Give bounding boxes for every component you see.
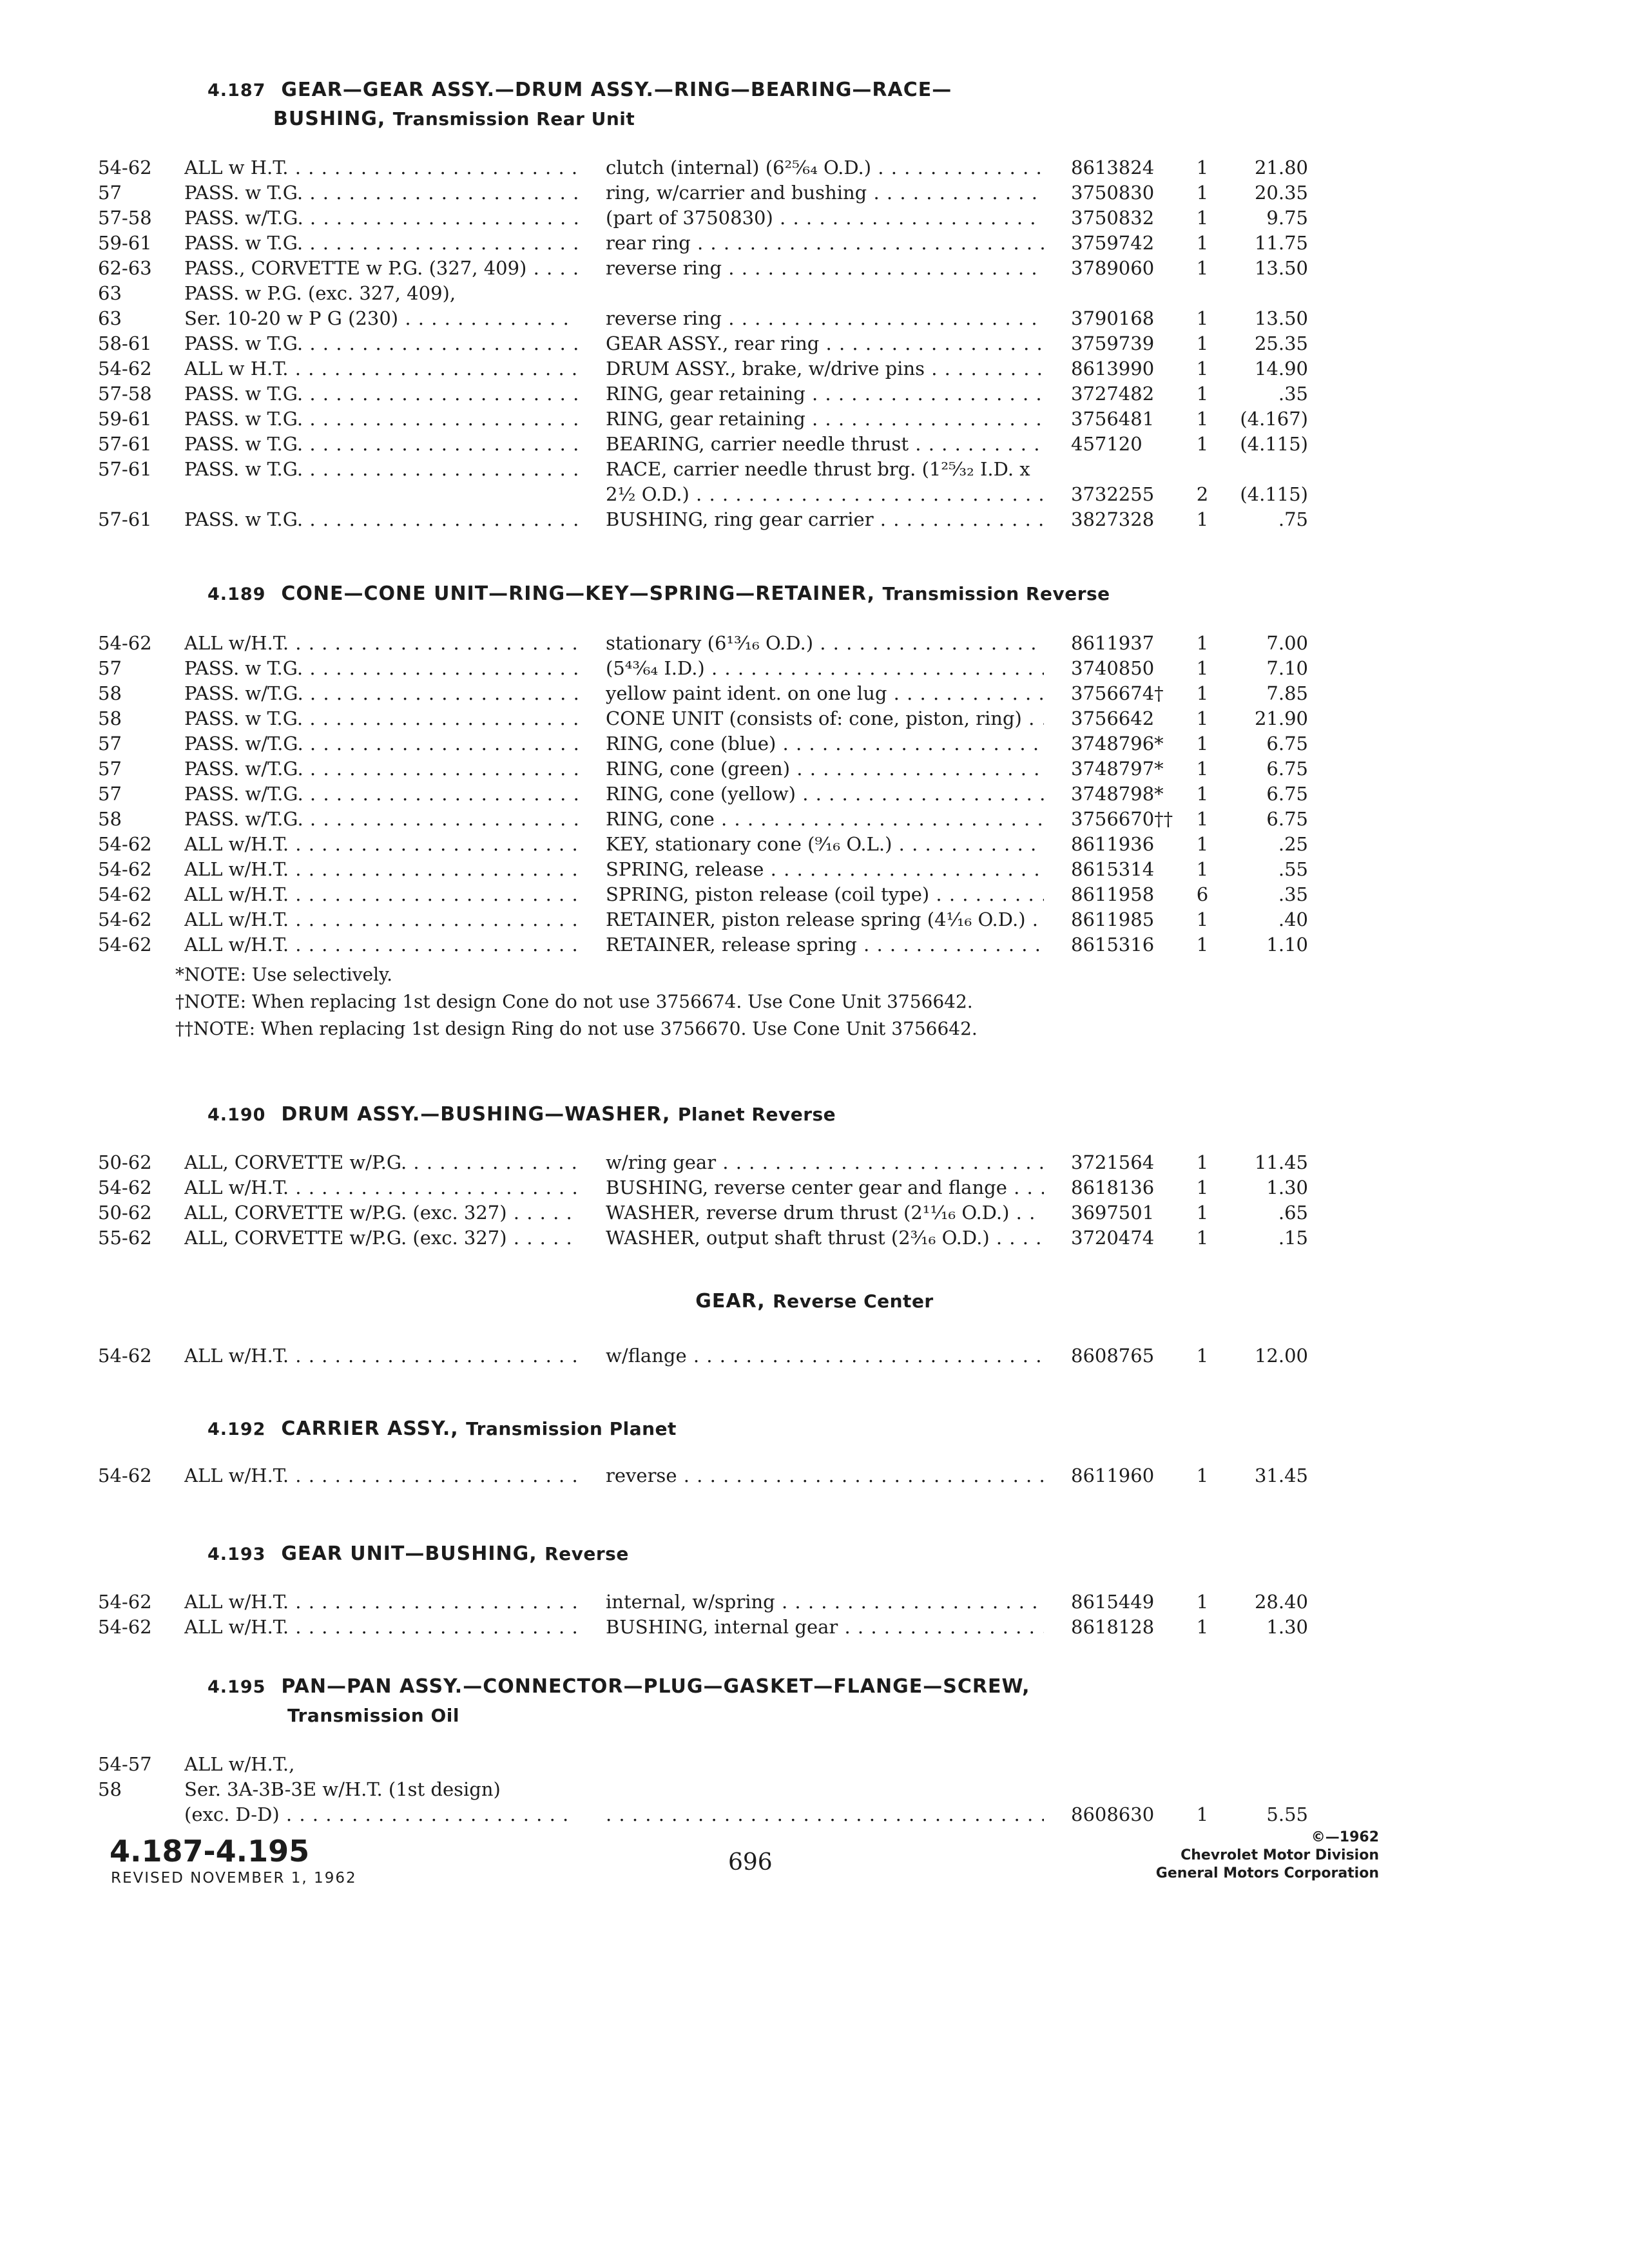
quantity: 1 xyxy=(1196,383,1209,405)
model-years: 57 xyxy=(98,783,122,805)
quantity: 1 xyxy=(1196,808,1209,830)
page-number: 696 xyxy=(728,1849,773,1876)
model-years: 54-57 xyxy=(98,1753,152,1775)
section-title: GEAR—GEAR ASSY.—DRUM ASSY.—RING—BEARING—RACE— xyxy=(281,79,952,101)
model-years: 58 xyxy=(98,682,122,704)
price: .15 xyxy=(1278,1227,1308,1249)
model-years: 57-58 xyxy=(98,207,152,229)
model-years: 50-62 xyxy=(98,1202,152,1224)
part-row xyxy=(0,331,1629,356)
quantity: 2 xyxy=(1196,483,1209,505)
part-row xyxy=(0,756,1629,782)
part-description: KEY, stationary cone (⁹⁄₁₆ O.L.) . . . xyxy=(606,831,1044,857)
section-header xyxy=(207,1540,629,1569)
part-row xyxy=(0,1200,1629,1225)
part-number: 8618128 xyxy=(1071,1616,1155,1638)
part-row xyxy=(0,630,1629,656)
part-row xyxy=(0,506,1629,532)
quantity: 1 xyxy=(1196,1465,1209,1486)
section-subtitle: Reverse xyxy=(545,1543,629,1564)
model-years: 57-61 xyxy=(98,433,152,455)
quantity: 1 xyxy=(1196,1202,1209,1224)
model-years: 50-62 xyxy=(98,1151,152,1173)
section-title: PAN—PAN ASSY.—CONNECTOR—PLUG—GASKET—FLANGE—SCREW, xyxy=(281,1675,1030,1698)
part-description: ring, w/carrier and bushing . . . xyxy=(606,180,1044,206)
quantity: 1 xyxy=(1196,257,1209,279)
part-description: RING, gear retaining . . . xyxy=(606,381,1044,407)
application: ALL w/H.T. . . . xyxy=(184,831,577,857)
quantity: 1 xyxy=(1196,1345,1209,1367)
part-number: 3759742 xyxy=(1071,232,1155,254)
price: 6.75 xyxy=(1266,733,1308,754)
part-number: 3827328 xyxy=(1071,508,1155,530)
footer-section-range: 4.187-4.195 xyxy=(110,1834,310,1869)
quantity: 1 xyxy=(1196,1803,1209,1825)
model-years: 54-62 xyxy=(98,1465,152,1486)
part-description: 2¹⁄₂ O.D.) . . . xyxy=(606,481,1044,507)
part-description: GEAR ASSY., rear ring . . . xyxy=(606,331,1044,356)
part-number: 3720474 xyxy=(1071,1227,1155,1249)
part-row xyxy=(0,1751,1629,1777)
price: 7.85 xyxy=(1266,682,1308,704)
part-description: BUSHING, internal gear . . . xyxy=(606,1614,1044,1640)
quantity: 1 xyxy=(1196,783,1209,805)
part-row xyxy=(0,680,1629,706)
application: Ser. 3A-3B-3E w/H.T. (1st design) xyxy=(184,1778,501,1800)
part-number: 3790168 xyxy=(1071,307,1155,329)
part-row xyxy=(0,731,1629,756)
section-header xyxy=(0,1287,1629,1316)
section-title: DRUM ASSY.—BUSHING—WASHER, xyxy=(281,1103,671,1126)
part-description: BUSHING, reverse center gear and flange . . . xyxy=(606,1175,1044,1200)
part-number: 3740850 xyxy=(1071,657,1155,679)
part-description: reverse . . . xyxy=(606,1463,1044,1488)
price: 31.45 xyxy=(1254,1465,1308,1486)
section-title: GEAR, xyxy=(695,1290,766,1312)
application: PASS., CORVETTE w P.G. (327, 409) . . . xyxy=(184,255,577,281)
footer-publisher xyxy=(1156,1829,1379,1883)
part-number: 8611936 xyxy=(1071,833,1155,855)
part-number: 8618136 xyxy=(1071,1177,1155,1198)
price: 11.45 xyxy=(1254,1151,1308,1173)
part-description: (part of 3750830) . . . xyxy=(606,205,1044,231)
part-description: w/ring gear . . . xyxy=(606,1149,1044,1175)
application: PASS. w T.G. . . . xyxy=(184,180,577,206)
quantity: 1 xyxy=(1196,1151,1209,1173)
part-row xyxy=(0,1463,1629,1488)
quantity: 6 xyxy=(1196,883,1209,905)
part-row xyxy=(0,481,1629,507)
application: PASS. w T.G. . . . xyxy=(184,381,577,407)
part-description: (5⁴³⁄₆₄ I.D.) . . . xyxy=(606,655,1044,681)
application: ALL w/H.T. . . . xyxy=(184,1614,577,1640)
part-number: 8615314 xyxy=(1071,858,1155,880)
quantity: 1 xyxy=(1196,182,1209,204)
model-years: 57 xyxy=(98,758,122,780)
part-row xyxy=(0,655,1629,681)
part-number: 3748798* xyxy=(1071,783,1164,805)
section-number: 4.192 xyxy=(207,1419,266,1439)
part-description: reverse ring . . . xyxy=(606,305,1044,331)
part-number: 3750830 xyxy=(1071,182,1155,204)
price: 11.75 xyxy=(1254,232,1308,254)
part-description: BUSHING, ring gear carrier . . . xyxy=(606,506,1044,532)
section-header xyxy=(207,1100,836,1129)
model-years: 62-63 xyxy=(98,257,152,279)
section-number: 4.189 xyxy=(207,584,266,604)
section-header xyxy=(207,580,1110,609)
part-description: RETAINER, piston release spring (4¹⁄₁₆ O.D.) . . . xyxy=(606,907,1044,932)
part-number: 8611985 xyxy=(1071,908,1155,930)
application: PASS. w P.G. (exc. 327, 409), xyxy=(184,282,456,304)
model-years: 54-62 xyxy=(98,908,152,930)
quantity: 1 xyxy=(1196,307,1209,329)
model-years: 63 xyxy=(98,282,122,304)
section-note: *NOTE: Use selectively. xyxy=(175,964,393,985)
quantity: 1 xyxy=(1196,508,1209,530)
price: 7.00 xyxy=(1266,632,1308,654)
section-note: †NOTE: When replacing 1st design Cone do not use 3756674. Use Cone Unit 3756642. xyxy=(175,991,973,1012)
section-title-cont: BUSHING, xyxy=(273,108,386,130)
section-subtitle: Transmission Reverse xyxy=(882,583,1110,604)
section-subtitle: Transmission Oil xyxy=(287,1705,459,1726)
quantity: 1 xyxy=(1196,707,1209,729)
quantity: 1 xyxy=(1196,1591,1209,1613)
part-number: 3748797* xyxy=(1071,758,1164,780)
part-number: 457120 xyxy=(1071,433,1142,455)
model-years: 63 xyxy=(98,307,122,329)
part-description xyxy=(606,1802,1044,1827)
application: ALL w/H.T. . . . xyxy=(184,932,577,957)
part-description: stationary (6¹³⁄₁₆ O.D.) . . . xyxy=(606,630,1044,656)
quantity: 1 xyxy=(1196,1177,1209,1198)
quantity: 1 xyxy=(1196,408,1209,430)
model-years: 54-62 xyxy=(98,934,152,956)
application: ALL w H.T. . . . xyxy=(184,356,577,381)
application: PASS. w/T.G. . . . xyxy=(184,781,577,807)
part-row xyxy=(0,881,1629,907)
application: ALL, CORVETTE w/P.G. . . . xyxy=(184,1149,577,1175)
section-header xyxy=(207,1673,1030,1730)
application: ALL w/H.T. . . . xyxy=(184,1343,577,1369)
application: PASS. w T.G. . . . xyxy=(184,230,577,256)
section-title: CARRIER ASSY., xyxy=(281,1418,459,1440)
application: PASS. w T.G. . . . xyxy=(184,431,577,457)
part-row xyxy=(0,456,1629,482)
price: .65 xyxy=(1278,1202,1308,1224)
price: (4.167) xyxy=(1240,408,1308,430)
model-years: 57-61 xyxy=(98,458,152,480)
price: 13.50 xyxy=(1254,307,1308,329)
part-row xyxy=(0,406,1629,432)
model-years: 54-62 xyxy=(98,1591,152,1613)
section-subtitle: Planet Reverse xyxy=(677,1104,836,1125)
section-header xyxy=(207,76,952,133)
part-number: 3697501 xyxy=(1071,1202,1155,1224)
part-number: 3756642 xyxy=(1071,707,1155,729)
price: .40 xyxy=(1278,908,1308,930)
quantity: 1 xyxy=(1196,358,1209,380)
part-row xyxy=(0,781,1629,807)
application: PASS. w/T.G. . . . xyxy=(184,205,577,231)
model-years: 54-62 xyxy=(98,632,152,654)
part-number: 8611937 xyxy=(1071,632,1155,654)
part-row xyxy=(0,305,1629,331)
footer-revised-date: REVISED NOVEMBER 1, 1962 xyxy=(111,1870,357,1887)
part-description: w/flange . . . xyxy=(606,1343,1044,1369)
part-row xyxy=(0,1149,1629,1175)
application: PASS. w T.G. . . . xyxy=(184,506,577,532)
quantity: 1 xyxy=(1196,332,1209,354)
section-note: ††NOTE: When replacing 1st design Ring do not use 3756670. Use Cone Unit 3756642. xyxy=(175,1018,978,1039)
model-years: 58-61 xyxy=(98,332,152,354)
part-number: 8611958 xyxy=(1071,883,1155,905)
application: PASS. w T.G. . . . xyxy=(184,655,577,681)
quantity: 1 xyxy=(1196,934,1209,956)
part-row xyxy=(0,1776,1629,1802)
part-number: 8608765 xyxy=(1071,1345,1155,1367)
part-row xyxy=(0,1175,1629,1200)
application: PASS. w T.G. . . . xyxy=(184,706,577,731)
model-years: 57 xyxy=(98,733,122,754)
price: 21.80 xyxy=(1254,157,1308,178)
price: 6.75 xyxy=(1266,758,1308,780)
application: Ser. 10-20 w P G (230) . . . xyxy=(184,305,577,331)
part-number: 3732255 xyxy=(1071,483,1155,505)
part-number: 3756674† xyxy=(1071,682,1164,704)
part-description: SPRING, release . . . xyxy=(606,856,1044,882)
part-number: 3748796* xyxy=(1071,733,1164,754)
part-number: 3759739 xyxy=(1071,332,1155,354)
price: 1.30 xyxy=(1266,1616,1308,1638)
part-row xyxy=(0,1802,1629,1827)
model-years: 57-58 xyxy=(98,383,152,405)
section-number: 4.195 xyxy=(207,1677,266,1697)
part-description: clutch (internal) (6²⁵⁄₆₄ O.D.) . . . xyxy=(606,155,1044,180)
price: 20.35 xyxy=(1254,182,1308,204)
price: 14.90 xyxy=(1254,358,1308,380)
part-description: RING, gear retaining . . . xyxy=(606,406,1044,432)
application: PASS. w T.G. . . . xyxy=(184,406,577,432)
quantity: 1 xyxy=(1196,733,1209,754)
part-row xyxy=(0,230,1629,256)
model-years: 54-62 xyxy=(98,358,152,380)
part-row xyxy=(0,831,1629,857)
price: 5.55 xyxy=(1266,1803,1308,1825)
quantity: 1 xyxy=(1196,232,1209,254)
part-description: rear ring . . . xyxy=(606,230,1044,256)
application: ALL w/H.T. . . . xyxy=(184,1463,577,1488)
division-line: Chevrolet Motor Division xyxy=(1181,1847,1379,1863)
section-title: CONE—CONE UNIT—RING—KEY—SPRING—RETAINER, xyxy=(281,582,875,605)
part-row xyxy=(0,255,1629,281)
price: .35 xyxy=(1278,883,1308,905)
part-description: SPRING, piston release (coil type) . . . xyxy=(606,881,1044,907)
price: 7.10 xyxy=(1266,657,1308,679)
application: PASS. w/T.G. . . . xyxy=(184,756,577,782)
price: .75 xyxy=(1278,508,1308,530)
section-number: 4.193 xyxy=(207,1544,266,1564)
section-subtitle: Reverse Center xyxy=(773,1291,934,1312)
part-number: 8615449 xyxy=(1071,1591,1155,1613)
section-number: 4.187 xyxy=(207,81,266,101)
price: .35 xyxy=(1278,383,1308,405)
part-description: BEARING, carrier needle thrust . . . xyxy=(606,431,1044,457)
model-years: 54-62 xyxy=(98,1177,152,1198)
application: ALL w/H.T. . . . xyxy=(184,630,577,656)
model-years: 57-61 xyxy=(98,508,152,530)
quantity: 1 xyxy=(1196,858,1209,880)
part-row xyxy=(0,356,1629,381)
section-header xyxy=(207,1415,677,1444)
price: 1.10 xyxy=(1266,934,1308,956)
quantity: 1 xyxy=(1196,1227,1209,1249)
price: 6.75 xyxy=(1266,783,1308,805)
part-description: RING, cone (yellow) . . . xyxy=(606,781,1044,807)
part-row xyxy=(0,1343,1629,1369)
application: PASS. w T.G. . . . xyxy=(184,331,577,356)
model-years: 55-62 xyxy=(98,1227,152,1249)
application: PASS. w/T.G. . . . xyxy=(184,731,577,756)
application: PASS. w/T.G. . . . xyxy=(184,806,577,832)
price: (4.115) xyxy=(1240,483,1308,505)
part-number: 8611960 xyxy=(1071,1465,1155,1486)
part-description: DRUM ASSY., brake, w/drive pins . . . xyxy=(606,356,1044,381)
model-years: 54-62 xyxy=(98,883,152,905)
application: ALL w/H.T. . . . xyxy=(184,907,577,932)
model-years: 54-62 xyxy=(98,157,152,178)
part-description: RING, cone . . . xyxy=(606,806,1044,832)
quantity: 1 xyxy=(1196,433,1209,455)
part-row xyxy=(0,280,1629,306)
part-number: 8615316 xyxy=(1071,934,1155,956)
model-years: 57 xyxy=(98,182,122,204)
copyright-line: ©—1962 xyxy=(1311,1829,1379,1845)
price: .55 xyxy=(1278,858,1308,880)
model-years: 54-62 xyxy=(98,858,152,880)
price: 9.75 xyxy=(1266,207,1308,229)
quantity: 1 xyxy=(1196,908,1209,930)
part-description: reverse ring . . . xyxy=(606,255,1044,281)
quantity: 1 xyxy=(1196,632,1209,654)
part-row xyxy=(0,1589,1629,1615)
part-description: RETAINER, release spring . . . xyxy=(606,932,1044,957)
section-title: GEAR UNIT—BUSHING, xyxy=(281,1542,537,1565)
part-row xyxy=(0,1614,1629,1640)
section-subtitle: Transmission Planet xyxy=(466,1418,677,1439)
application: ALL w/H.T. . . . xyxy=(184,881,577,907)
part-number: 3756481 xyxy=(1071,408,1155,430)
section-title-line2 xyxy=(287,1702,1030,1730)
part-description: RING, cone (blue) . . . xyxy=(606,731,1044,756)
application: PASS. w T.G. . . . xyxy=(184,456,577,482)
application: ALL, CORVETTE w/P.G. (exc. 327) . . . xyxy=(184,1225,577,1251)
part-number: 3727482 xyxy=(1071,383,1155,405)
part-row xyxy=(0,932,1629,957)
part-row xyxy=(0,907,1629,932)
quantity: 1 xyxy=(1196,1616,1209,1638)
part-row xyxy=(0,180,1629,206)
part-number: 8613990 xyxy=(1071,358,1155,380)
part-description: internal, w/spring . . . xyxy=(606,1589,1044,1615)
model-years: 54-62 xyxy=(98,1345,152,1367)
corporation-line: General Motors Corporation xyxy=(1155,1865,1379,1881)
quantity: 1 xyxy=(1196,657,1209,679)
quantity: 1 xyxy=(1196,833,1209,855)
quantity: 1 xyxy=(1196,157,1209,178)
section-number: 4.190 xyxy=(207,1105,266,1125)
application: PASS. w/T.G. . . . xyxy=(184,680,577,706)
part-description: RACE, carrier needle thrust brg. (1²⁵⁄₃₂ I.D. x xyxy=(606,458,1030,480)
price: 13.50 xyxy=(1254,257,1308,279)
model-years: 58 xyxy=(98,1778,122,1800)
part-row xyxy=(0,205,1629,231)
part-number: 3789060 xyxy=(1071,257,1155,279)
price: (4.115) xyxy=(1240,433,1308,455)
part-number: 3721564 xyxy=(1071,1151,1155,1173)
price: 21.90 xyxy=(1254,707,1308,729)
application: ALL w/H.T. . . . xyxy=(184,1589,577,1615)
quantity: 1 xyxy=(1196,758,1209,780)
part-description: WASHER, output shaft thrust (2³⁄₁₆ O.D.) . . . xyxy=(606,1225,1044,1251)
part-row xyxy=(0,706,1629,731)
part-row xyxy=(0,431,1629,457)
quantity: 1 xyxy=(1196,682,1209,704)
application: ALL w/H.T. . . . xyxy=(184,856,577,882)
application: ALL w H.T. . . . xyxy=(184,155,577,180)
model-years: 58 xyxy=(98,808,122,830)
price: 1.30 xyxy=(1266,1177,1308,1198)
section-title-line2 xyxy=(273,105,952,133)
part-description: CONE UNIT (consists of: cone, piston, ring) . . . xyxy=(606,706,1044,731)
price: 6.75 xyxy=(1266,808,1308,830)
quantity: 1 xyxy=(1196,207,1209,229)
price: 25.35 xyxy=(1254,332,1308,354)
part-number: 3756670†† xyxy=(1071,808,1173,830)
part-description: RING, cone (green) . . . xyxy=(606,756,1044,782)
part-row xyxy=(0,381,1629,407)
price: 12.00 xyxy=(1254,1345,1308,1367)
part-number: 8608630 xyxy=(1071,1803,1155,1825)
part-number: 8613824 xyxy=(1071,157,1155,178)
application: (exc. D-D) . . . xyxy=(184,1802,577,1827)
model-years: 54-62 xyxy=(98,833,152,855)
model-years: 58 xyxy=(98,707,122,729)
model-years: 59-61 xyxy=(98,232,152,254)
price: .25 xyxy=(1278,833,1308,855)
part-row xyxy=(0,856,1629,882)
part-description: yellow paint ident. on one lug . . . xyxy=(606,680,1044,706)
application: ALL w/H.T., xyxy=(184,1753,295,1775)
part-description: WASHER, reverse drum thrust (2¹¹⁄₁₆ O.D.) . . . xyxy=(606,1200,1044,1225)
section-subtitle: Transmission Rear Unit xyxy=(392,108,635,130)
model-years: 57 xyxy=(98,657,122,679)
part-row xyxy=(0,155,1629,180)
part-row xyxy=(0,1225,1629,1251)
application: ALL w/H.T. . . . xyxy=(184,1175,577,1200)
model-years: 59-61 xyxy=(98,408,152,430)
model-years: 54-62 xyxy=(98,1616,152,1638)
part-row xyxy=(0,806,1629,832)
price: 28.40 xyxy=(1254,1591,1308,1613)
part-number: 3750832 xyxy=(1071,207,1155,229)
application: ALL, CORVETTE w/P.G. (exc. 327) . . . xyxy=(184,1200,577,1225)
